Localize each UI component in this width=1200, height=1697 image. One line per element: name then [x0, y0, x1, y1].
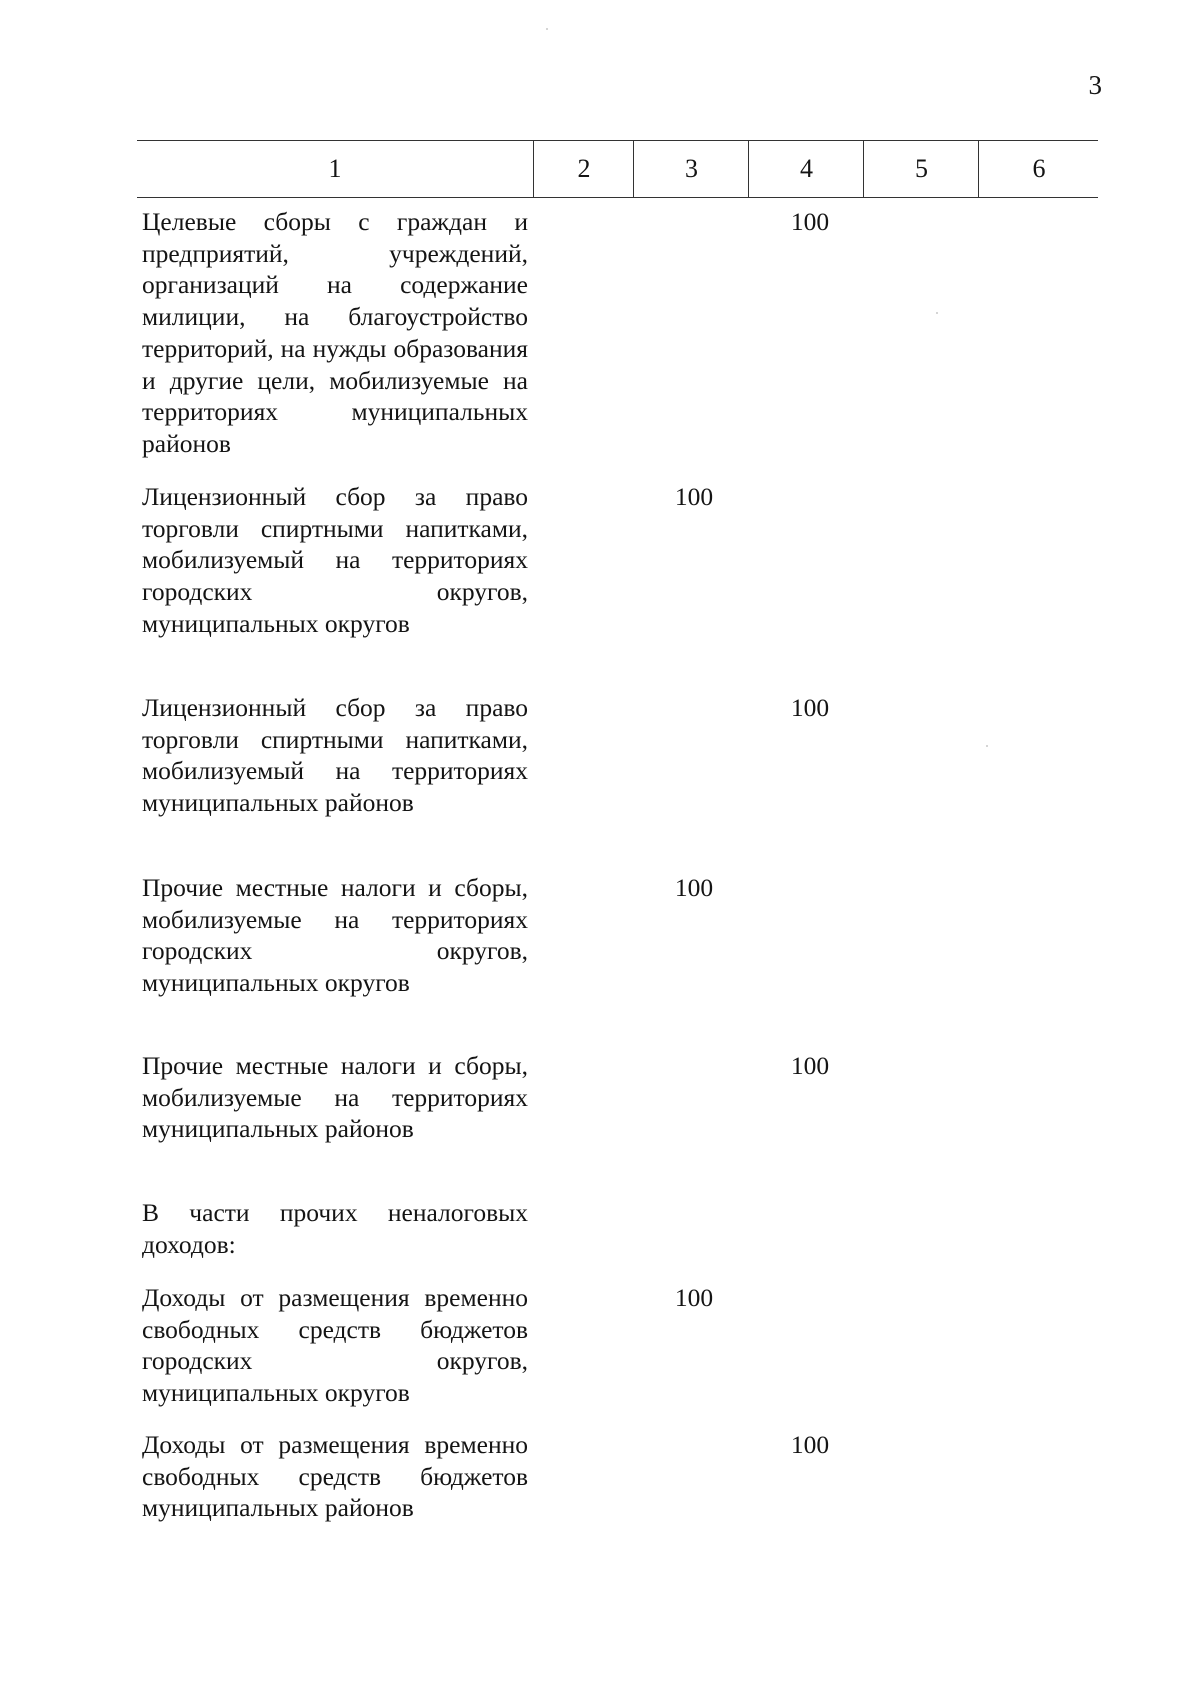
header-col-4: 4 [748, 141, 864, 197]
row-value-col-4: 100 [790, 207, 830, 236]
header-col-2: 2 [533, 141, 634, 197]
row-value-col-4: 100 [790, 693, 830, 722]
row-description: В части прочих неналоговых доходов: [142, 1198, 528, 1259]
row-value-col-3: 100 [674, 873, 714, 902]
row-description: Лицензионный сбор за право торговли спиртными напитками, мобилизуемый на территориях городских округов, муниципальных округов [142, 482, 528, 638]
row-value-col-4: 100 [790, 1430, 830, 1459]
page-number: 3 [1088, 70, 1102, 100]
row-description: Прочие местные налоги и сборы, мобилизуемые на территориях муниципальных районов [142, 1051, 528, 1144]
scan-speck [936, 312, 938, 314]
header-col-5: 5 [863, 141, 979, 197]
row-value-col-4: 100 [790, 1051, 830, 1080]
header-col-6: 6 [978, 141, 1099, 197]
header-col-1: 1 [328, 154, 342, 183]
row-description: Прочие местные налоги и сборы, мобилизуемые на территориях городских округов, муниципальных округов [142, 873, 528, 998]
row-description: Лицензионный сбор за право торговли спиртными напитками, мобилизуемый на территориях муниципальных районов [142, 693, 528, 818]
header-col-3: 3 [633, 141, 749, 197]
row-value-col-3: 100 [674, 1283, 714, 1312]
row-description: Целевые сборы с граждан и предприятий, учреждений, организаций на содержание милиции, на благоустройство территорий, на нужды образования и другие цели, мобилизуемые на территориях муниципальных районов [142, 207, 528, 458]
row-description: Доходы от размещения временно свободных средств бюджетов муниципальных районов [142, 1430, 528, 1523]
row-value-col-3: 100 [674, 482, 714, 511]
table-header [137, 140, 1098, 198]
scan-speck [986, 745, 988, 747]
scan-speck [546, 28, 548, 30]
row-description: Доходы от размещения временно свободных средств бюджетов городских округов, муниципальных округов [142, 1283, 528, 1408]
